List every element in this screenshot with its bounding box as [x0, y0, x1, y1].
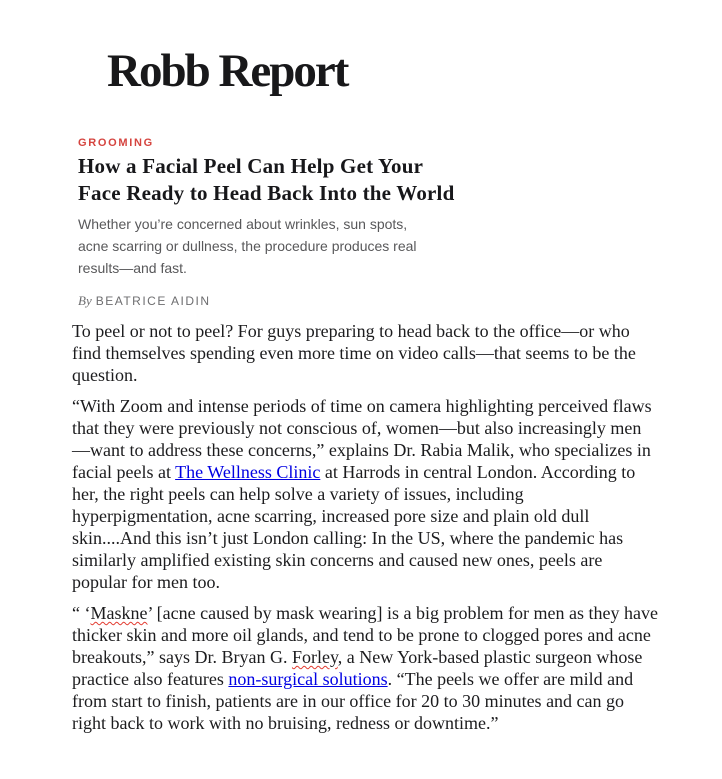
category-label[interactable]: GROOMING [78, 137, 154, 149]
paragraph-text: ’ [acne caused by mask wearing] is a big problem for men as they have thicker skin and more oil glands, and tend to be prone to clogged pores and acne breakouts,” says Dr. Bryan G. [72, 603, 658, 667]
robb-report-logo[interactable]: Robb Report [107, 45, 348, 97]
inline-link[interactable]: non-surgical solutions [228, 669, 388, 689]
article-body [72, 320, 659, 743]
dek-line-3: results—and fast. [78, 260, 187, 276]
byline-author[interactable]: BEATRICE AIDIN [95, 294, 211, 308]
article-title [78, 153, 454, 207]
byline-prefix: By [78, 293, 92, 308]
title-line-2: Face Ready to Head Back Into the World [78, 181, 455, 205]
article-dek [78, 213, 417, 279]
paragraph-text: “With Zoom and intense periods of time on camera highlighting perceived flaws that they were previously not conscious of, women—but also increasingly men—want to address these concerns,” explains Dr. Rabia Malik, who specializes in facial peels at [72, 396, 652, 482]
paragraph-text: To peel or not to peel? For guys preparing to head back to the office—or who find themselves spending even more time on video calls—that seems to be the question. [72, 321, 636, 385]
paragraph-text: “ ‘ [72, 603, 91, 623]
dek-line-2: acne scarring or dullness, the procedure produces real [78, 238, 417, 254]
misspelled-word: Maskne [90, 603, 148, 623]
title-line-1: How a Facial Peel Can Help Get Your [78, 154, 424, 178]
article-paragraph [72, 320, 659, 386]
paragraph-text: at Harrods in central London. According to her, the right peels can help solve a variety of issues, including hyperpigmentation, acne scarring, increased pore size and plain old dull skin....And this isn’t just London calling: In the US, where the pandemic has similarly amplified existing skin concerns and caused new ones, peels are popular for men too. [72, 462, 636, 592]
paragraph-text: , a New York-based plastic surgeon whose practice also features [72, 647, 643, 689]
article-paragraph [72, 602, 659, 734]
article-paragraph [72, 395, 659, 593]
paragraph-text: . “The peels we offer are mild and from start to finish, patients are in our office for 20 to 30 minutes and can go right back to work with no bruising, redness or downtime.” [72, 669, 634, 733]
inline-link[interactable]: The Wellness Clinic [175, 462, 321, 482]
dek-line-1: Whether you’re concerned about wrinkles, sun spots, [78, 216, 408, 232]
misspelled-word: Forley [291, 647, 338, 667]
byline [78, 292, 211, 310]
